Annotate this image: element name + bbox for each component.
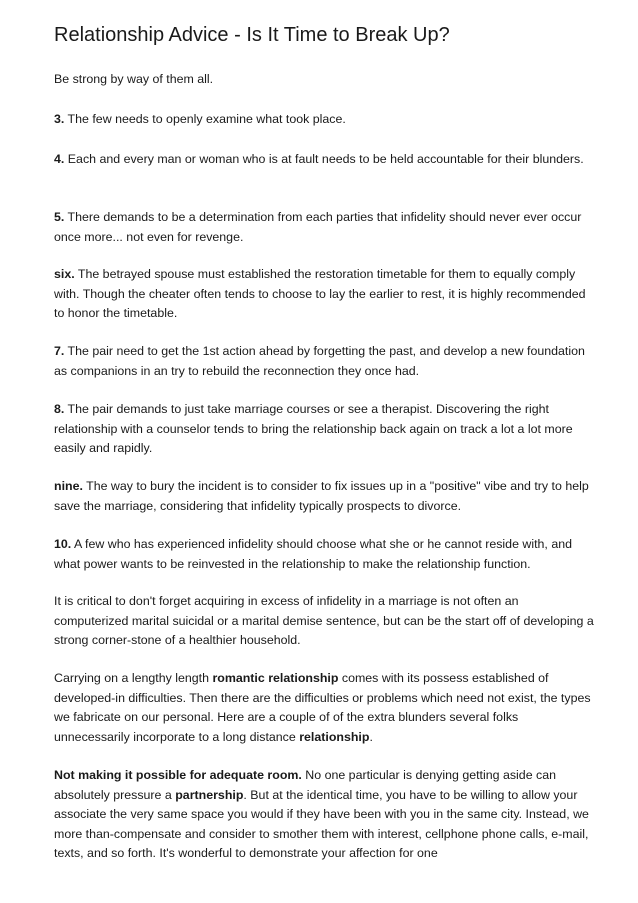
item-text: The few needs to openly examine what took place. bbox=[64, 112, 346, 126]
keyword-partnership: partnership bbox=[175, 787, 244, 802]
list-item bbox=[54, 535, 594, 574]
list-item bbox=[54, 150, 594, 170]
page-title: Relationship Advice - Is It Time to Break Up? bbox=[54, 24, 450, 46]
item-number: 7. bbox=[54, 344, 65, 358]
list-item bbox=[54, 110, 594, 130]
item-text: The pair demands to just take marriage courses or see a therapist. Discovering the right relationship with a counselor tends to bring the relationship back again on track a lot a lot more easily and rapidly. bbox=[54, 402, 573, 455]
keyword-romantic-relationship: romantic relationship bbox=[212, 671, 339, 685]
critical-paragraph: It is critical to don't forget acquiring in excess of infidelity in a marriage is not often an computerized marital suicidal or a marital demise sentence, but can be the start off of developing a strong corner-stone of a healthier household. bbox=[54, 594, 594, 647]
item-number: 10. bbox=[54, 537, 72, 551]
item-text: The pair need to get the 1st action ahead by forgetting the past, and develop a new foundation as companions in an try to rebuild the reconnection they once had. bbox=[54, 344, 585, 378]
list-item bbox=[54, 208, 594, 247]
item-text: Each and every man or woman who is at fault needs to be held accountable for their blunders. bbox=[64, 152, 584, 166]
item-text: The betrayed spouse must established the restoration timetable for them to equally comply with. Though the cheater often tends to choose to lay the earlier to rest, it is highly recommended to honor the timetable. bbox=[54, 267, 586, 320]
keyword-relationship: relationship bbox=[299, 729, 370, 744]
item-number: 3. bbox=[54, 112, 65, 126]
list-item bbox=[54, 265, 594, 324]
item-number: 5. bbox=[54, 210, 65, 224]
room-heading: Not making it possible for adequate room. bbox=[54, 768, 302, 782]
item-number: 8. bbox=[54, 402, 65, 416]
item-text: A few who has experienced infidelity should choose what she or he cannot reside with, and what power wants to be reinvested in the relationship to make the relationship function. bbox=[54, 537, 572, 571]
list-item bbox=[54, 400, 594, 459]
item-number: 4. bbox=[54, 152, 65, 166]
item-number: six. bbox=[54, 267, 75, 281]
item-text: There demands to be a determination from each parties that infidelity should never ever occur once more... not even for revenge. bbox=[54, 210, 582, 244]
ldr-paragraph: Carrying on a lengthy length romantic relationship comes with its possess established of developed-in difficulties. Then there are the difficulties or problems which need not exist, the types we fabricate on our personal. Here are a couple of of the extra blunders several folks unnecessarily incorporate to a long distance relationship. bbox=[54, 671, 591, 744]
item-text: The way to bury the incident is to consider to fix issues up in a "positive" vibe and try to help save the marriage, considering that infidelity typically prospects to divorce. bbox=[54, 479, 589, 513]
room-paragraph: Not making it possible for adequate room. No one particular is denying getting aside can absolutely pressure a partnership. But at the identical time, you have to be willing to allow your associate the very same space you would if they have been with you in the same city. Instead, we more than-compensate and consider to smother them with interest, cellphone phone calls, e-mail, texts, and so forth. It's wonderful to demonstrate your affection for one bbox=[54, 768, 589, 860]
intro-paragraph: Be strong by way of them all. bbox=[54, 72, 214, 86]
item-number: nine. bbox=[54, 479, 83, 493]
list-item bbox=[54, 477, 594, 516]
list-item bbox=[54, 342, 594, 381]
